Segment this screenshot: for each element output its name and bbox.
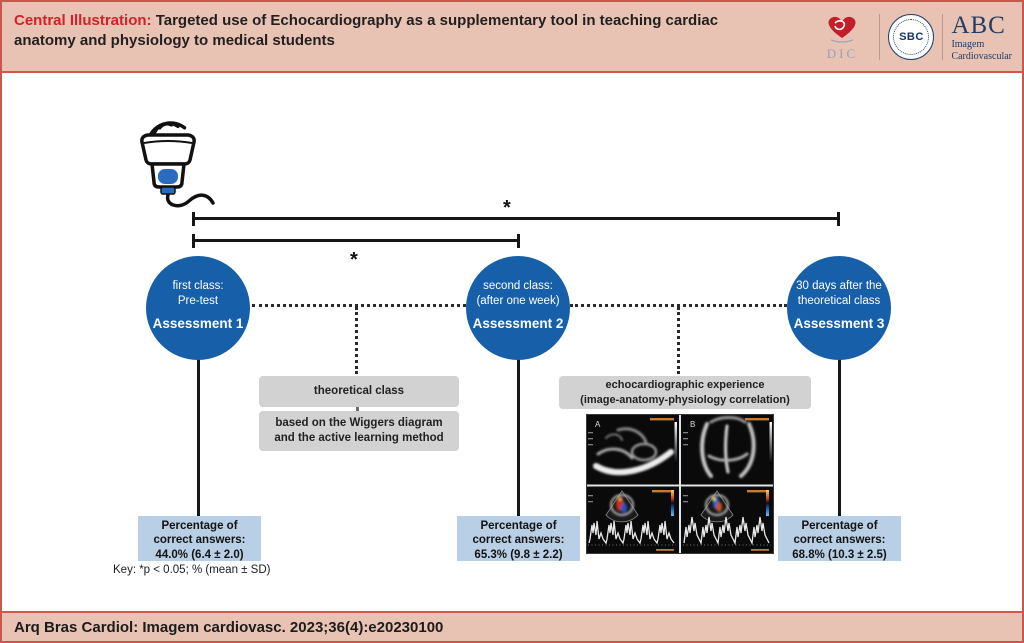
assessment-1-circle bbox=[146, 256, 250, 360]
logo-divider bbox=[879, 14, 880, 60]
logo-divider bbox=[942, 14, 943, 60]
figure-title bbox=[14, 11, 814, 52]
result-box-1: Percentage of correct answers: 44.0% (6.4 ± 2.0) bbox=[138, 516, 261, 561]
probe-cable bbox=[168, 195, 213, 206]
result-value-2: 65.3% (9.8 ± 2.2) bbox=[474, 548, 563, 561]
assessment-3-circle bbox=[787, 256, 891, 360]
result-value-1: 44.0% (6.4 ± 2.0) bbox=[155, 548, 244, 561]
dotted-connector-1-2 bbox=[252, 304, 466, 307]
header-band bbox=[2, 2, 1022, 73]
line-assessment2-result bbox=[517, 358, 520, 518]
key-note: Key: *p < 0.05; % (mean ± SD) bbox=[113, 564, 271, 576]
result-box-3: Percentage of correct answers: 68.8% (10.3 ± 2.5) bbox=[778, 516, 901, 561]
journal-logos bbox=[813, 9, 1012, 65]
line-assessment1-result bbox=[197, 358, 200, 518]
footer-citation: Arq Bras Cardiol: Imagem cardiovasc. 2023;36(4):e20230100 bbox=[14, 618, 444, 636]
echo-experience-box bbox=[559, 376, 811, 409]
echo-image-grid bbox=[586, 414, 774, 554]
svg-text:B: B bbox=[690, 420, 696, 429]
dotted-drop-echo bbox=[677, 307, 680, 374]
assessment-2-desc: second class: (after one week) bbox=[476, 280, 560, 307]
title-line1: Targeted use of Echocardiography as a supplementary tool in teaching cardiac bbox=[155, 12, 719, 29]
probe-lens bbox=[158, 169, 178, 184]
title-label: Central Illustration: bbox=[14, 12, 152, 29]
assessment-2-name: Assessment 2 bbox=[472, 315, 564, 331]
significance-star-short: * bbox=[350, 249, 358, 271]
significance-bracket-long bbox=[192, 217, 840, 220]
theoretical-class-box: theoretical class bbox=[259, 376, 459, 407]
dic-logo bbox=[813, 13, 871, 62]
sbc-label: SBC bbox=[899, 31, 924, 43]
echo-experience-text: echocardiographic experience (image-anatomy-physiology correlation) bbox=[580, 379, 790, 406]
assessment-1-name: Assessment 1 bbox=[152, 315, 244, 331]
dic-label: DIC bbox=[826, 45, 859, 61]
assessment-3-name: Assessment 3 bbox=[793, 315, 885, 331]
title-line2: anatomy and physiology to medical students bbox=[14, 32, 335, 50]
assessment-2-circle bbox=[466, 256, 570, 360]
abc-subtitle-2: Cardiovascular bbox=[951, 50, 1012, 62]
significance-star-long: * bbox=[503, 197, 511, 219]
result-value-3: 68.8% (10.3 ± 2.5) bbox=[792, 548, 887, 561]
ultrasound-probe-icon bbox=[128, 86, 268, 216]
footer-band bbox=[2, 611, 1022, 641]
line-assessment3-result bbox=[838, 358, 841, 518]
result-box-2: Percentage of correct answers: 65.3% (9.8 ± 2.2) bbox=[457, 516, 580, 561]
abc-subtitle-1: Imagem bbox=[951, 38, 985, 50]
significance-bracket-short bbox=[192, 239, 520, 242]
wiggers-method-box: based on the Wiggers diagram and the active learning method bbox=[259, 411, 459, 451]
assessment-3-desc: 30 days after the theoretical class bbox=[796, 280, 882, 307]
dic-heart-icon bbox=[822, 13, 862, 43]
abc-logo bbox=[951, 13, 1012, 62]
dotted-drop-theoretical bbox=[355, 307, 358, 374]
svg-text:A: A bbox=[595, 420, 601, 429]
assessment-1-desc: first class: Pre-test bbox=[172, 280, 224, 307]
abc-title: ABC bbox=[951, 11, 1006, 39]
sbc-logo bbox=[888, 14, 934, 60]
